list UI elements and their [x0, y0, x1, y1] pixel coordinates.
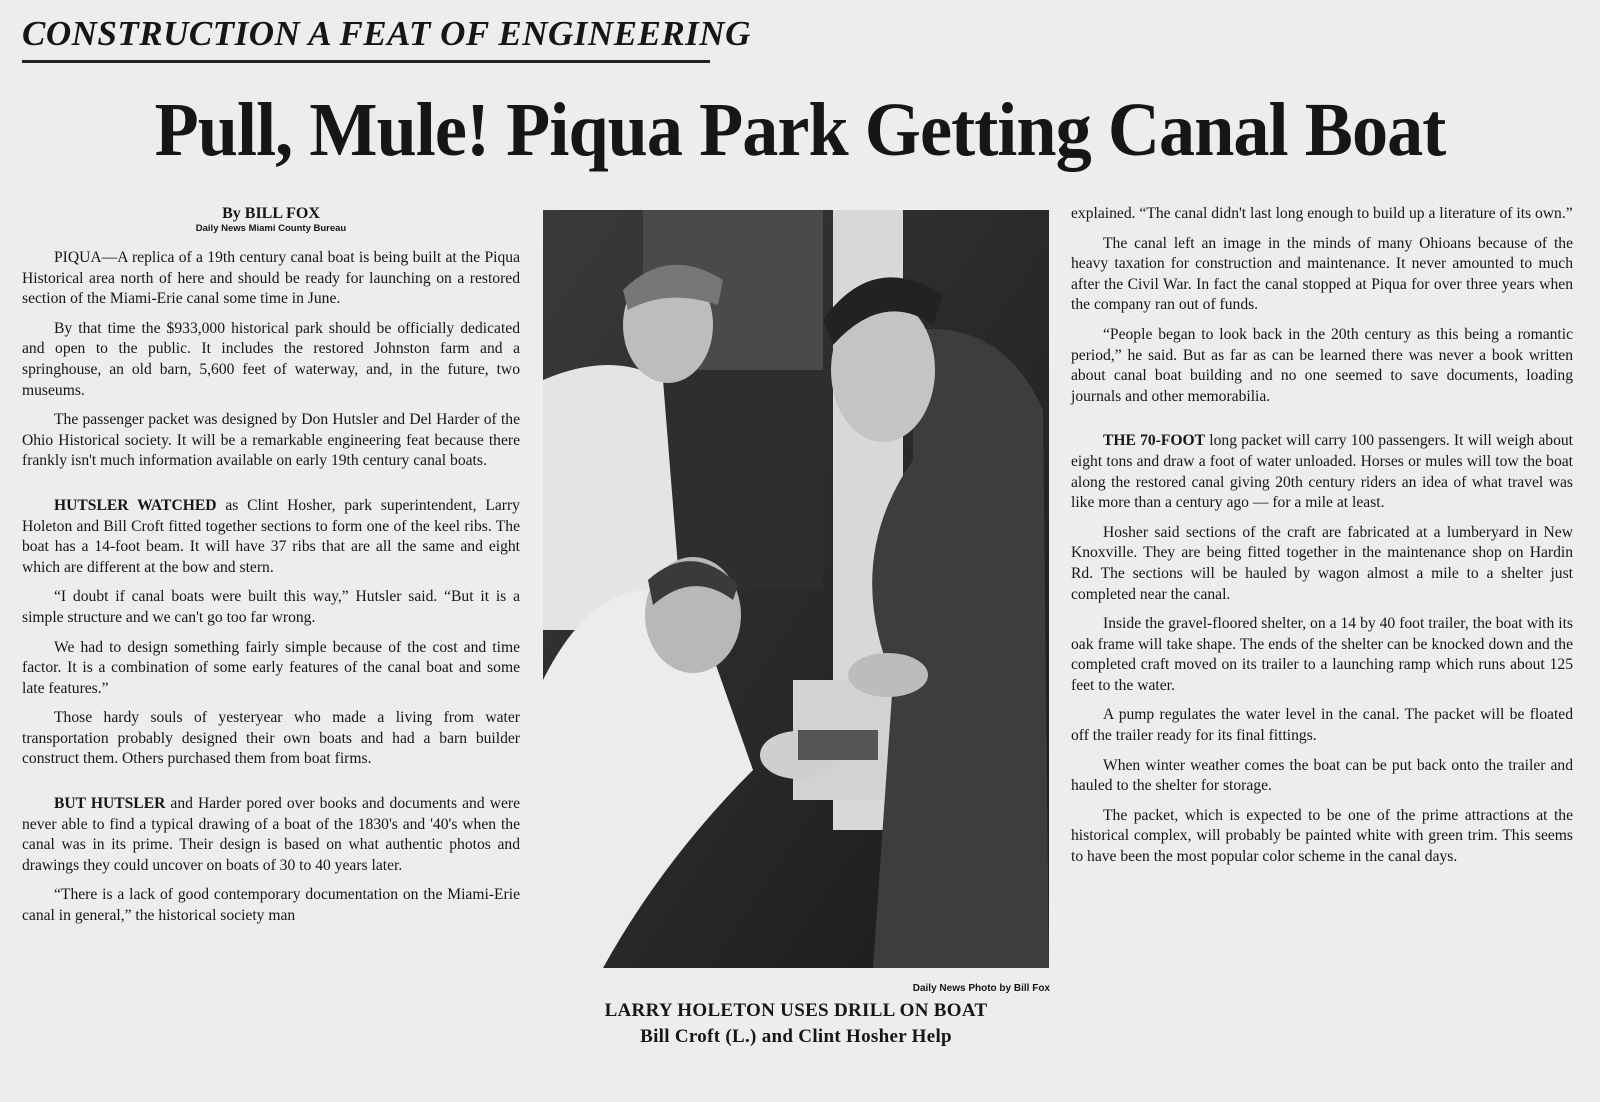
paragraph: Inside the gravel-floored shelter, on a 14 by 40 foot trailer, the boat with its oak frame will take shape. The ends of the shelter can be knocked down and the completed craft moved on its trailer to a launching ramp which runs about 125 feet to the water.: [1071, 615, 1573, 694]
paragraph: PIQUA—A replica of a 19th century canal boat is being built at the Piqua Historical area north of here and should be ready for launching on a restored section of the Miami-Erie canal some time in June.: [22, 249, 520, 308]
article-column-right: [1071, 204, 1573, 877]
paragraph: “People began to look back in the 20th century as this being a romantic period,” he said. But as far as can be learned there was never a book written about canal boat building and no one seemed to save documents, loading journals and other memorabilia.: [1071, 325, 1573, 405]
paragraph-text: long packet will carry 100 passengers. It will weigh about eight tons and draw a foot of water unloaded. Horses or mules will tow the boat along the restored canal giving 20th century riders an idea of what travel was like more than a century ago — for a mile at least.: [1071, 432, 1573, 512]
paragraph: “There is a lack of good contemporary documentation on the Miami-Erie canal in general,” the historical society man: [22, 886, 520, 925]
paragraph: When winter weather comes the boat can be put back onto the trailer and hauled to the shelter for storage.: [1071, 756, 1573, 795]
byline-author: By BILL FOX: [222, 205, 320, 222]
paragraph: [22, 496, 520, 578]
caption-line-2: Bill Croft (L.) and Clint Hosher Help: [640, 1026, 952, 1047]
paragraph: The canal left an image in the minds of many Ohioans because of the heavy taxation for construction and maintenance. It never amounted to much after the Civil War. In fact the canal stopped at Piqua for over three years when the company ran out of funds.: [1071, 234, 1573, 314]
paragraph: A pump regulates the water level in the canal. The packet will be floated off the trailer ready for its final fittings.: [1071, 706, 1573, 745]
paragraph: Hosher said sections of the craft are fabricated at a lumberyard in New Knoxville. They are being fitted together in the maintenance shop on Hardin Rd. The sections will be hauled by wagon almost a mile to a shelter just completed near the canal.: [1071, 523, 1573, 603]
paragraph: The passenger packet was designed by Don Hutsler and Del Harder of the Ohio Historical society. It will be a remarkable engineering feat because there frankly isn't much information available on early 19th century canal boats.: [22, 411, 520, 470]
photo-caption: [543, 998, 1049, 1050]
byline-bureau: Daily News Miami County Bureau: [195, 223, 347, 234]
caption-line-1: LARRY HOLETON USES DRILL ON BOAT: [604, 1000, 988, 1021]
subhead-lead: THE 70-FOOT: [1103, 432, 1206, 450]
paragraph: explained. “The canal didn't last long enough to build up a literature of its own.”: [1071, 205, 1573, 222]
paragraph-text: and Harder pored over books and documents and were never able to find a typical drawing of a boat of the 1830's and '40's when the canal was in its prime. Their design is based on what authentic photos and drawings they could uncover on boats of 30 to 40 years later.: [22, 795, 520, 874]
paragraph: Those hardy souls of yesteryear who made a living from water transportation probably designed their own boats and had a barn builder construct them. Others purchased them from boat firms.: [22, 709, 520, 768]
paragraph: [1071, 431, 1573, 513]
paragraph: “I doubt if canal boats were built this way,” Hutsler said. “But it is a simple structure and we can't go too far wrong.: [22, 588, 520, 626]
subhead-lead: BUT HUTSLER: [54, 795, 166, 813]
article-column-left: [22, 204, 520, 936]
photo-illustration: [543, 210, 1049, 968]
subhead-lead: HUTSLER WATCHED: [54, 496, 217, 514]
paragraph: By that time the $933,000 historical park should be officially dedicated and open to the public. It includes the restored Johnston farm and a springhouse, an old barn, 5,600 feet of waterway, and, in the future, two museums.: [22, 319, 520, 399]
headline: Pull, Mule! Piqua Park Getting Canal Boat: [154, 88, 1446, 172]
news-photo: [543, 210, 1049, 968]
paragraph: [22, 794, 520, 876]
paragraph: We had to design something fairly simple because of the cost and time factor. It is a combination of some early features of the canal boat and some late features.”: [22, 638, 520, 697]
paragraph: The packet, which is expected to be one of the prime attractions at the historical complex, will probably be painted white with green trim. This seems to have been the most popular color scheme in the canal days.: [1071, 806, 1573, 866]
paragraph-text: as Clint Hosher, park superintendent, Larry Holeton and Bill Croft fitted together sections to form one of the keel ribs. The boat has a 14-foot beam. It will have 37 ribs that are all the same and eight which are different at the bow and stern.: [22, 496, 520, 576]
photo-credit: Daily News Photo by Bill Fox: [912, 983, 1050, 994]
kicker-heading: CONSTRUCTION A FEAT OF ENGINEERING: [22, 14, 710, 63]
byline: [22, 204, 520, 234]
